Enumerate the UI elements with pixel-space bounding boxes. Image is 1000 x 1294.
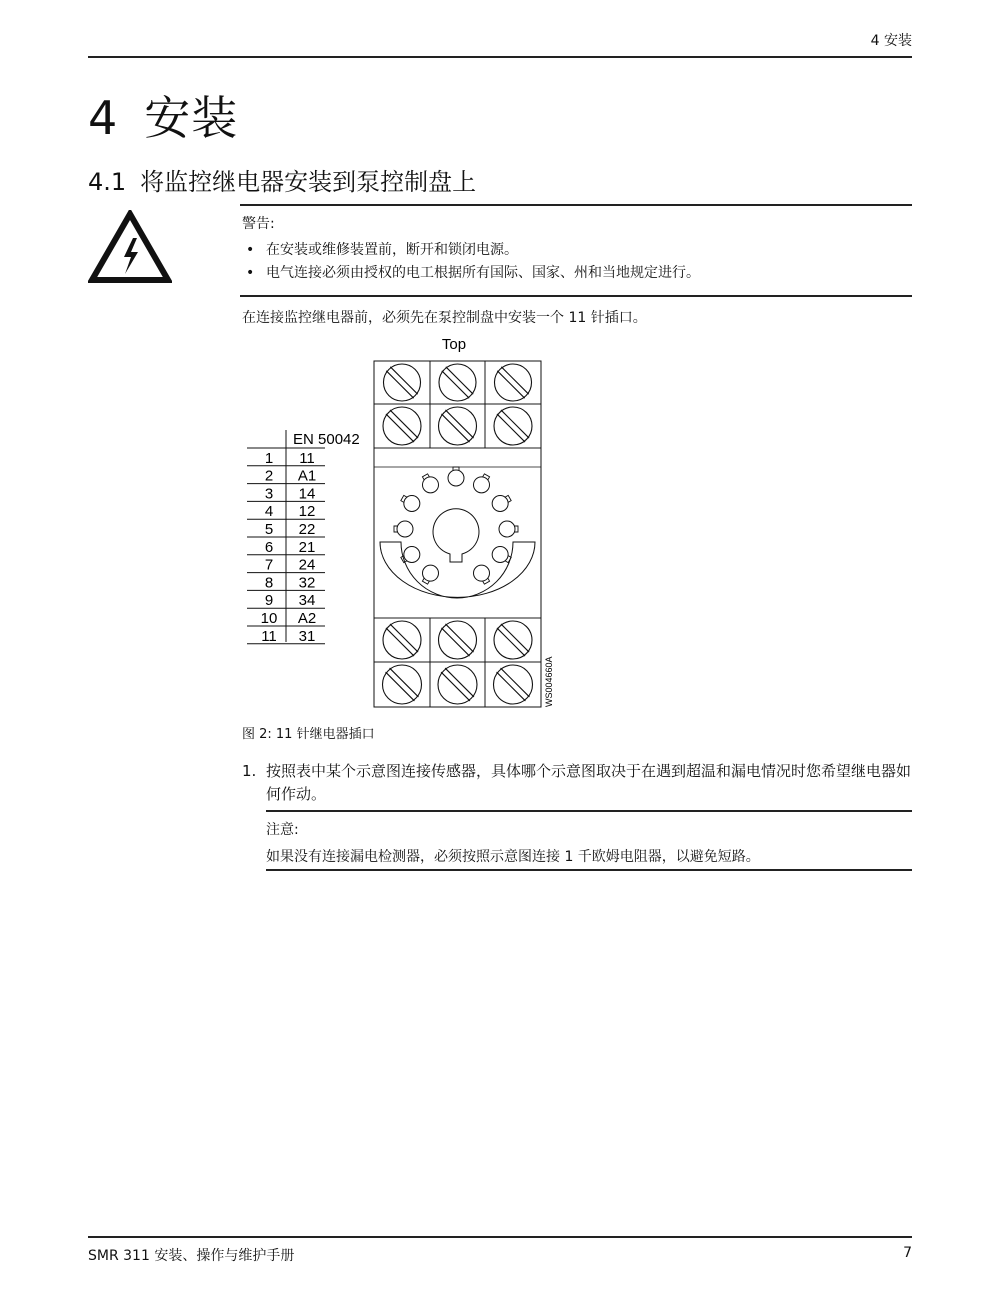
screw-icon <box>494 407 532 445</box>
section-number: 4.1 <box>88 168 127 196</box>
screw-slot <box>445 410 473 438</box>
pin-hole-icon <box>499 521 515 537</box>
terminal-label: 24 <box>298 556 316 574</box>
note-box <box>266 810 912 871</box>
center-keyway <box>433 509 479 562</box>
screw-slot <box>386 628 414 656</box>
terminal-cell <box>485 404 541 448</box>
chapter-title-text: 安装 <box>144 91 239 145</box>
screw-slot <box>386 672 415 701</box>
screw-slot <box>445 668 474 697</box>
running-header-title: 4 安装 <box>870 33 912 49</box>
terminal-cell <box>374 404 430 448</box>
pin-hole-icon <box>423 565 439 581</box>
screw-slot <box>390 668 419 697</box>
note-text: 如果没有连接漏电检测器，必须按照示意图连接 1 千欧姆电阻器，以避免短路。 <box>266 849 760 865</box>
intro-text: 在连接监控继电器前，必须先在泵控制盘中安装一个 11 针插口。 <box>242 310 647 326</box>
warning-item-text: 在安装或维修装置前，断开和锁闭电源。 <box>266 242 518 258</box>
pin-hole-icon <box>492 496 508 512</box>
diagram-top-label: Top <box>441 336 467 353</box>
socket-base-shape <box>380 542 535 598</box>
screw-slot <box>386 414 414 442</box>
chapter-title <box>88 82 238 148</box>
screw-icon <box>438 665 477 704</box>
screw-icon <box>439 364 476 401</box>
screw-slot <box>501 410 529 438</box>
terminal-label: 14 <box>298 485 316 503</box>
pin-number: 6 <box>264 538 274 556</box>
pin-hole-icon <box>474 565 490 581</box>
pin-hole-icon <box>404 547 420 563</box>
terminal-cell <box>430 361 485 404</box>
pin-holes <box>394 467 518 584</box>
table-header: EN 50042 <box>293 431 360 448</box>
pin-number: 2 <box>264 467 274 485</box>
step-text: 按照表中某个示意图连接传感器，具体哪个示意图取决于在遇到超温和漏电情况时您希望继电器如何作动。 <box>266 762 912 803</box>
pin-number: 5 <box>264 521 274 538</box>
screw-icon <box>383 665 422 704</box>
bullet-icon: • <box>246 265 255 281</box>
terminal-label: 12 <box>298 503 316 521</box>
section-title <box>88 162 476 197</box>
terminal-cell <box>485 618 541 662</box>
terminal-label: 34 <box>298 592 316 610</box>
screw-icon <box>439 407 477 445</box>
pin-hole-icon <box>448 470 464 486</box>
screw-slot <box>390 367 417 394</box>
terminal-label: 21 <box>298 538 316 556</box>
pin-number: 8 <box>264 574 274 592</box>
pin-hole-icon <box>397 521 413 537</box>
chapter-number: 4 <box>88 91 119 145</box>
screw-icon <box>494 621 532 659</box>
screw-slot <box>497 672 526 701</box>
bullet-icon: • <box>246 242 255 258</box>
screw-icon <box>383 407 421 445</box>
terminal-label: 31 <box>298 627 316 645</box>
screw-slot <box>497 371 524 398</box>
warning-item <box>246 262 700 285</box>
screw-slot <box>501 624 529 652</box>
screw-slot <box>390 624 418 652</box>
running-header <box>88 28 912 58</box>
screw-slot <box>390 410 418 438</box>
pin-hole-icon <box>492 547 508 563</box>
pin-hole-icon <box>423 477 439 493</box>
screw-slot <box>501 367 528 394</box>
terminal-label: 32 <box>298 574 316 592</box>
terminal-label: 11 <box>299 449 315 467</box>
warning-list <box>246 239 700 285</box>
relay-socket-diagram <box>240 330 570 715</box>
pin-number: 3 <box>264 485 274 503</box>
figure-caption: 图 2: 11 针继电器插口 <box>242 727 375 742</box>
terminal-cell <box>485 361 541 404</box>
screw-icon <box>495 364 532 401</box>
pin-number: 1 <box>264 449 274 467</box>
step-number: 1. <box>242 762 257 780</box>
screw-slot <box>442 371 469 398</box>
warning-item <box>246 239 700 262</box>
screw-icon <box>494 665 533 704</box>
screw-icon <box>383 621 421 659</box>
screw-slot <box>445 624 473 652</box>
section-title-text: 将监控继电器安装到泵控制盘上 <box>140 168 477 196</box>
screw-slot <box>386 371 413 398</box>
screw-slot <box>501 668 530 697</box>
note-title: 注意: <box>266 822 299 838</box>
warning-title: 警告: <box>242 216 275 232</box>
screw-slot <box>441 672 470 701</box>
footer-page-number: 7 <box>903 1245 912 1261</box>
pin-hole-icon <box>474 477 490 493</box>
pin-number: 4 <box>264 503 274 521</box>
footer-manual-title: SMR 311 安装、操作与维护手册 <box>88 1248 295 1264</box>
drawing-code: WS004660A <box>544 656 554 707</box>
terminal-cell <box>374 361 430 404</box>
terminal-label: A2 <box>297 610 317 627</box>
screw-slot <box>497 414 525 442</box>
electric-hazard-warning-icon <box>88 210 172 284</box>
pin-number: 9 <box>264 592 274 610</box>
footer-rule <box>88 1236 912 1238</box>
pin-number: 10 <box>260 610 278 627</box>
screw-slot <box>441 628 469 656</box>
terminal-cell <box>374 618 430 662</box>
screw-icon <box>384 364 421 401</box>
step-1 <box>242 760 922 806</box>
warning-item-text: 电气连接必须由授权的电工根据所有国际、国家、州和当地规定进行。 <box>266 265 700 281</box>
screw-slot <box>446 367 473 394</box>
pin-number: 7 <box>264 556 274 574</box>
screw-slot <box>497 628 525 656</box>
warning-box <box>240 204 912 297</box>
pin-number: 11 <box>261 627 277 645</box>
screw-slot <box>441 414 469 442</box>
screw-icon <box>439 621 477 659</box>
terminal-label: A1 <box>297 467 317 485</box>
pin-hole-icon <box>404 496 420 512</box>
terminal-label: 22 <box>298 521 316 538</box>
